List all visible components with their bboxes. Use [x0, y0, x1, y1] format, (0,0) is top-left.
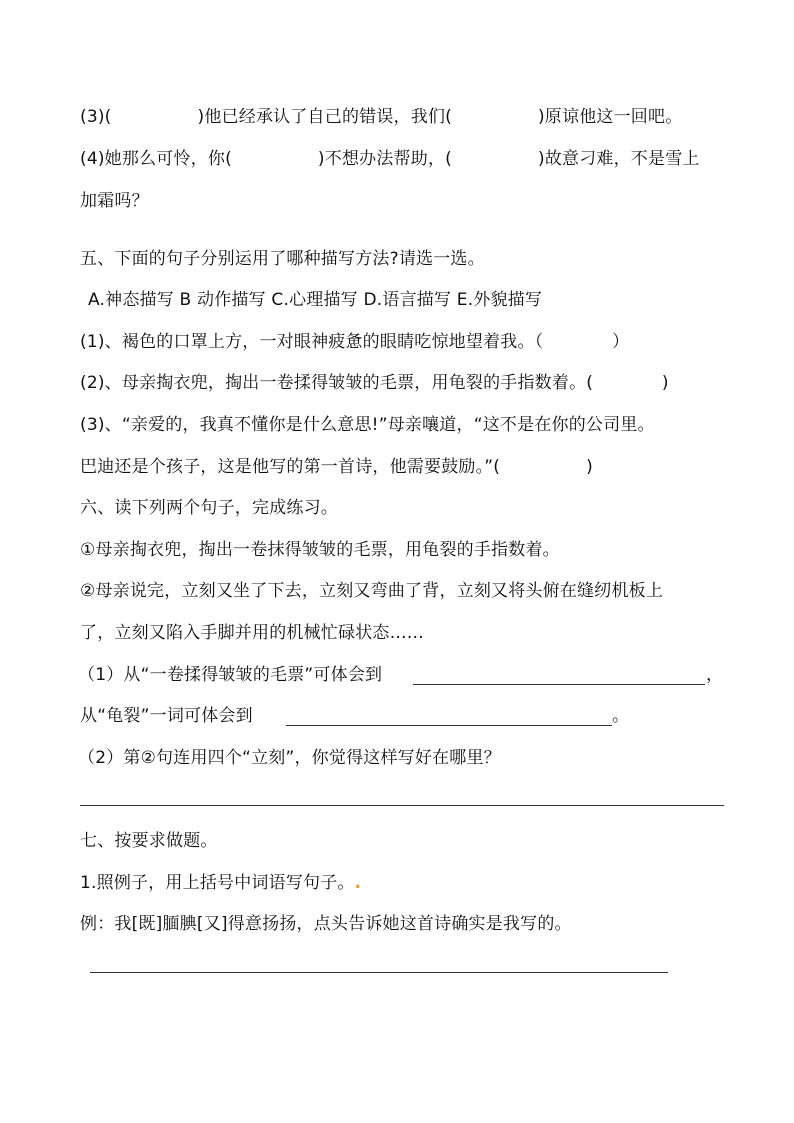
- s5-question-1: (1)、褐色的口罩上方，一对眼神疲惫的眼睛吃惊地望着我。（ ）: [80, 332, 630, 352]
- s6-q1-answer-blank-2[interactable]: [286, 725, 612, 726]
- s6-question-2: （2）第②句连用四个“立刻”，你觉得这样写好在哪里？: [78, 748, 501, 768]
- s5-question-3-line2: 巴迪还是个孩子，这是他写的第一首诗，他需要鼓励。”( ): [80, 457, 593, 477]
- s5-question-2: (2)、母亲掏衣兜，掏出一卷揉得皱皱的毛票，用龟裂的手指数着。( ): [80, 373, 669, 393]
- s5-question-3-line1: (3)、“亲爱的，我真不懂你是什么意思!”母亲嚷道，“这不是在你的公司里。: [80, 415, 655, 435]
- s7-heading: 七、按要求做题。: [80, 831, 218, 851]
- s7-example: 例：我[既]腼腆[又]得意扬扬，点头告诉她这首诗确实是我写的。: [80, 914, 572, 934]
- s6-sentence-2-line1: ②母亲说完，立刻又坐了下去，立刻又弯曲了背，立刻又将头俯在缝纫机板上: [80, 581, 664, 601]
- s6-q2-answer-line[interactable]: [80, 805, 724, 806]
- s6-q1-period: 。: [612, 706, 630, 726]
- s7-question-1-text: 1.照例子，用上括号中词语写句子。: [80, 873, 355, 893]
- s4-question-4-line1: (4)她那么可怜，你( )不想办法帮助，( )故意刁难，不是雪上: [80, 149, 700, 169]
- s5-options: A.神态描写 B 动作描写 C.心理描写 D.语言描写 E.外貌描写: [88, 290, 543, 310]
- s6-heading: 六、读下列两个句子，完成练习。: [80, 498, 338, 518]
- s6-question-1-line2: 从“龟裂”一词可体会到: [80, 706, 253, 726]
- s7-question-1: [80, 872, 361, 894]
- s6-q1-comma: ，: [706, 665, 724, 685]
- s6-question-1-line1: （1）从“一卷揉得皱皱的毛票”可体会到: [78, 665, 383, 685]
- s6-sentence-1: ①母亲掏衣兜，掏出一卷抹得皱皱的毛票，用龟裂的手指数着。: [80, 540, 560, 560]
- s7-question-1-mark: .: [354, 873, 362, 893]
- s5-heading: 五、下面的句子分别运用了哪种描写方法?请选一选。: [80, 249, 485, 269]
- s4-question-3: (3)( )他已经承认了自己的错误，我们( )原谅他这一回吧。: [80, 107, 683, 127]
- s4-question-4-line2: 加霜吗？: [80, 191, 149, 211]
- s6-sentence-2-line2: 了，立刻又陷入手脚并用的机械忙碌状态……: [80, 623, 424, 643]
- s7-answer-line[interactable]: [90, 972, 668, 973]
- s6-q1-answer-blank-1[interactable]: [413, 684, 705, 685]
